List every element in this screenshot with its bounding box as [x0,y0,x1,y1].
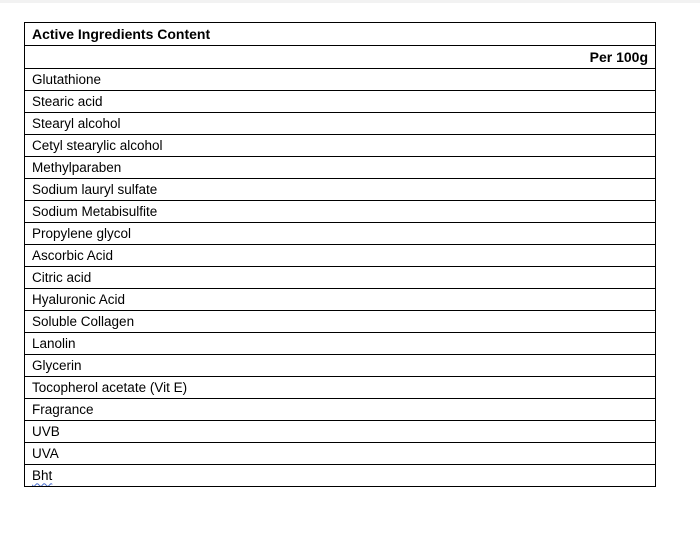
table-title: Active Ingredients Content [25,23,656,46]
table-row [25,179,656,201]
table-row [25,157,656,179]
table-row [25,135,656,157]
ingredient-cell: Hyaluronic Acid [25,289,656,311]
ingredient-cell: Tocopherol acetate (Vit E) [25,377,656,399]
table-row [25,399,656,421]
ingredient-cell: UVA [25,443,656,465]
table-row [25,421,656,443]
ingredient-cell: Stearyl alcohol [25,113,656,135]
table-row [25,267,656,289]
ingredient-cell: Stearic acid [25,91,656,113]
ingredient-cell: Sodium Metabisulfite [25,201,656,223]
table-row [25,69,656,91]
table-row [25,377,656,399]
table-row [25,333,656,355]
ingredient-cell: Soluble Collagen [25,311,656,333]
ingredient-cell: Fragrance [25,399,656,421]
ingredient-cell: Sodium lauryl sulfate [25,179,656,201]
table-row [25,201,656,223]
table-row [25,355,656,377]
table-row [25,289,656,311]
table-row [25,245,656,267]
ingredient-cell: Ascorbic Acid [25,245,656,267]
table-row [25,311,656,333]
table-row [25,113,656,135]
table-row [25,223,656,245]
table-row [25,443,656,465]
table-unit-row [25,46,656,69]
table-row [25,91,656,113]
active-ingredients-table [24,22,656,487]
ingredient-cell: Glycerin [25,355,656,377]
ingredient-cell: Methylparaben [25,157,656,179]
table-row [25,465,656,487]
page-top-strip [0,0,700,3]
ingredient-cell: Propylene glycol [25,223,656,245]
ingredient-cell-spellcheck [25,465,656,487]
unit-header: Per 100g [25,46,656,69]
spellcheck-flagged-text: Bht [32,467,53,483]
ingredient-cell: Citric acid [25,267,656,289]
table-title-row [25,23,656,46]
ingredient-cell: UVB [25,421,656,443]
ingredient-cell: Lanolin [25,333,656,355]
ingredient-cell: Glutathione [25,69,656,91]
ingredient-cell: Cetyl stearylic alcohol [25,135,656,157]
